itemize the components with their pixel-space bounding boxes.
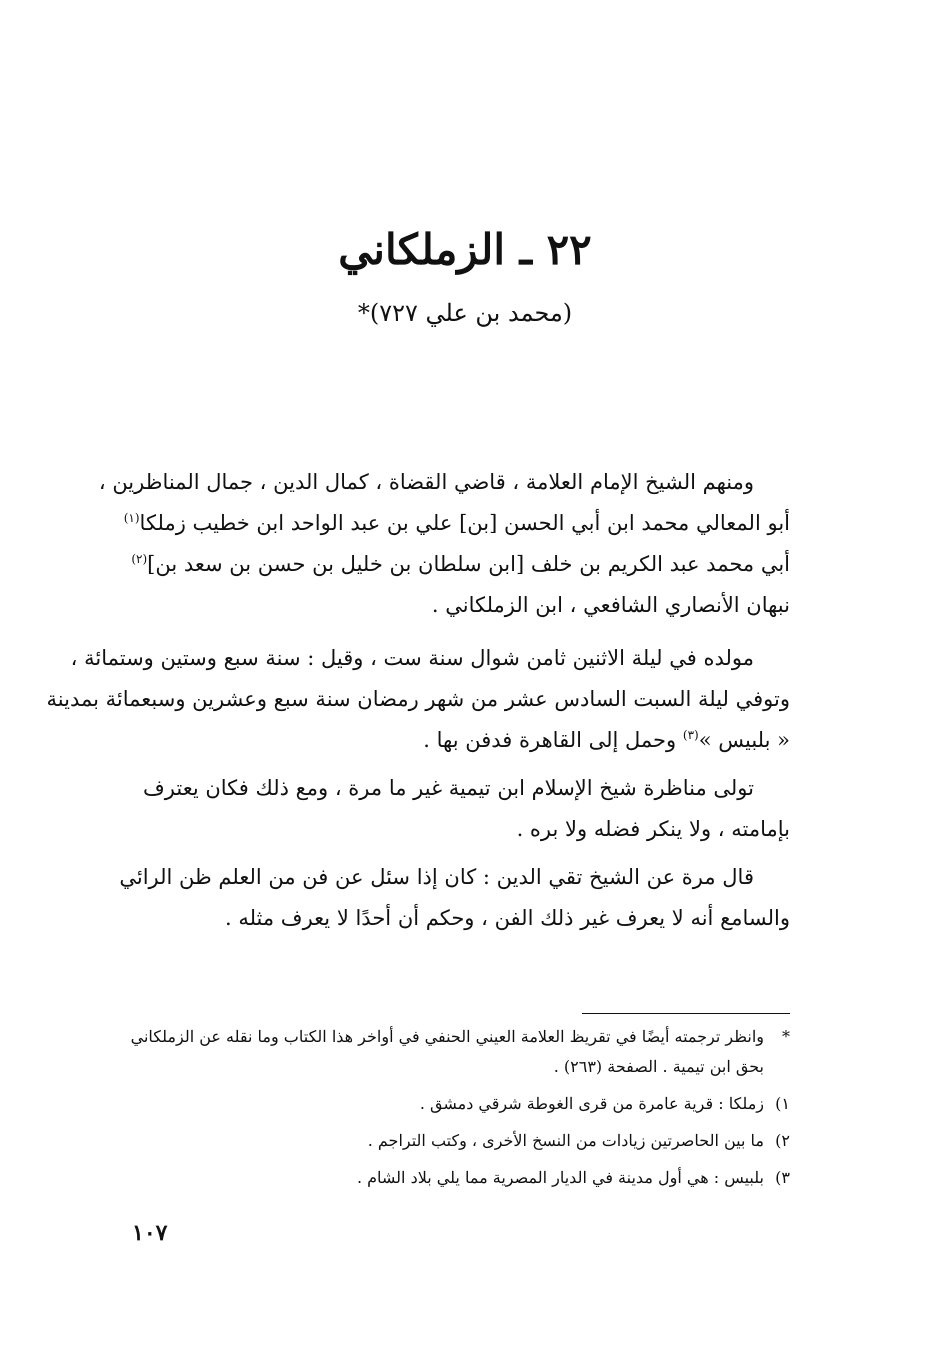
text-line: قال مرة عن الشيخ تقي الدين : كان إذا سئل عن فن من العلم ظن الرائي [119,865,754,889]
footnote-item [132,1126,790,1156]
footnote-text [132,1163,764,1193]
text-line: والسامع أنه لا يعرف غير ذلك الفن ، وحكم أن أحدًا لا يعرف مثله . [224,906,790,930]
text-line: بلبيس : هي أول مدينة في الديار المصرية مما يلي بلاد الشام . [356,1168,764,1187]
text-fragment: أبو المعالي محمد ابن أبي الحسن [بن] علي بن عبد الواحد ابن خطيب زملكا [139,511,790,535]
chapter-subtitle: (محمد بن علي ٧٢٧)* [357,299,573,327]
footnote-marker: ٣) [775,1168,790,1187]
paragraph-debate [132,768,790,850]
text-line: زملكا : قرية عامرة من قرى الغوطة شرقي دمشق . [419,1094,764,1113]
text-line: وتوفي ليلة السبت السادس عشر من شهر رمضان سنة سبع وعشرين وسبعمائة بمدينة [46,687,790,711]
footnote-item [132,1163,790,1193]
text-line [132,544,790,585]
text-fragment: « بلبيس » [698,728,790,752]
footnote-text [132,1089,764,1119]
text-line: ومنهم الشيخ الإمام العلامة ، قاضي القضاة ، كمال الدين ، جمال المناظرين ، [98,470,754,494]
footnote-text [131,1022,764,1082]
text-fragment: وحمل إلى القاهرة فدفن بها . [423,728,677,752]
footnote-marker: ٢) [775,1131,790,1150]
footnote-reference: (١) [123,511,140,525]
footnote-marker: ١) [775,1094,790,1113]
page-number: ١٠٧ [132,1220,168,1246]
text-line: بإمامته ، ولا ينكر فضله ولا بره . [516,817,790,841]
footnote-text [132,1126,764,1156]
footnote-marker: * [782,1027,790,1046]
text-line: بحق ابن تيمية . الصفحة (٢٦٣) . [553,1057,764,1076]
text-line [123,503,790,544]
paragraph-birth-death [46,638,790,761]
footnotes [132,1022,790,1193]
text-line: نبهان الأنصاري الشافعي ، ابن الزملكاني . [431,593,790,617]
text-fragment: أبي محمد عبد الكريم بن خلف [ابن سلطان بن خليل بن حسن بن سعد بن] [147,552,790,576]
text-line: ما بين الحاصرتين زيادات من النسخ الأخرى ، وكتب التراجم . [367,1131,764,1150]
footnote-divider [582,1013,790,1014]
text-line: وانظر ترجمته أيضًا في تقريظ العلامة العيني الحنفي في أواخر هذا الكتاب وما نقله عن الزملكاني [130,1027,764,1046]
footnote-item [132,1089,790,1119]
footnote-reference: (٣) [682,728,699,742]
text-line [132,720,790,761]
paragraph-biography [98,462,790,626]
paragraph-quote [119,857,790,939]
footnote-reference: (٢) [131,552,148,566]
footnote-item [132,1022,790,1082]
text-line: تولى مناظرة شيخ الإسلام ابن تيمية غير ما مرة ، ومع ذلك فكان يعترف [143,776,754,800]
chapter-title: ٢٢ ـ الزملكاني [338,225,592,274]
text-line: مولده في ليلة الاثنين ثامن شوال سنة ست ، وقيل : سنة سبع وستين وستمائة ، [70,646,754,670]
